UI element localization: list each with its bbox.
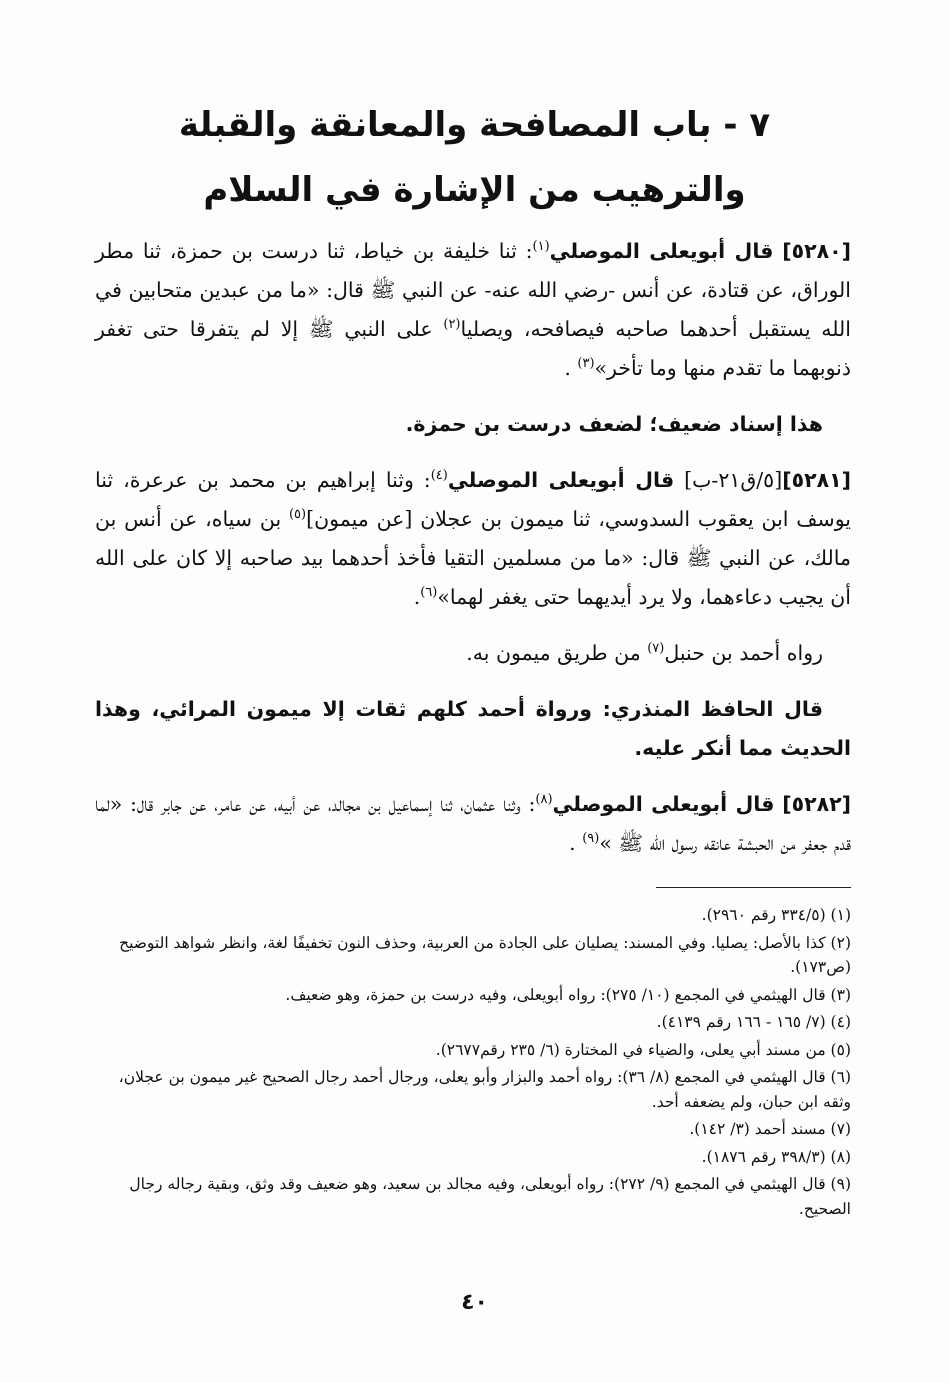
footnote-ref: (٧): [647, 641, 665, 657]
hadith-5281: [95, 461, 851, 617]
comment-text: من طريق ميمون به.: [466, 641, 648, 665]
hadith-narrator: قال أبويعلى الموصلي: [549, 239, 774, 263]
footnote-3: (٣) قال الهيثمي في المجمع (١٠/ ٢٧٥): رواه أبويعلى، وفيه درست بن حمزة، وهو ضعيف.: [285, 985, 851, 1004]
hadith-5280: [95, 232, 851, 388]
page-number: ٤٠: [461, 1290, 488, 1315]
manuscript-ref: [٥/ق٢١-ب]: [684, 468, 783, 492]
hadith-number: [٥٢٨٢]: [782, 792, 851, 816]
hadith-5282: [95, 785, 851, 863]
narration-comment: [95, 634, 851, 673]
hadith-text: على النبي ﷺ إلا لم يتفرقا حتى تغفر ذنوبهما ما تقدم منها وما تأخر»: [95, 317, 851, 380]
footnote-5: (٥) من مسند أبي يعلى، والضياء في المختارة (٦/ ٢٣٥ رقم٢٦٧٧).: [435, 1040, 851, 1059]
hadith-text: : وثنا عثمان، ثنا إسماعيل بن مجالد، عن أبيه، عن عامر، عن جابر قال: «لما قدم جعفر من الحبشة عانقه رسول الله ﷺ »: [95, 792, 851, 855]
mundhiri-comment: قال الحافظ المنذري: ورواة أحمد كلهم ثقات إلا ميمون المرائي، وهذا الحديث مما أنكر عليه.: [95, 697, 851, 760]
hadith-text: : وثنا إبراهيم بن محمد بن عرعرة، ثنا يوسف ابن يعقوب السدوسي، ثنا ميمون بن عجلان [عن ميمون]: [95, 468, 851, 531]
footnote-1: (١) (٣٣٤/٥ رقم ٢٩٦٠).: [701, 906, 851, 924]
footnote-ref: (٢): [443, 317, 461, 333]
footnote-8: (٨) (٣٩٨/٣ رقم ١٨٧٦).: [701, 1147, 851, 1166]
footnote-ref: (٥): [288, 507, 307, 523]
footnote-4: (٤) (٧/ ١٦٥ - ١٦٦ رقم ٤١٣٩).: [656, 1013, 851, 1031]
footnote-2: (٢) كذا بالأصل: يصليا. وفي المسند: يصليان على الجادة من العربية، وحذف النون تخفيفًا لغة، وانظر شواهد التوضيح (ص١٧٣).: [119, 933, 851, 976]
hadith-text: بن سياه، عن أنس بن مالك، عن النبي ﷺ قال: «ما من مسلمين التقيا فأخذ أحدهما بيد صاحبه إلا كان على الله أن يجيب دعاءهما، ولا يرد أيديهما حتى يغفر لهما»: [95, 507, 851, 609]
footnote-ref: (٨): [535, 792, 553, 808]
hadith-text: .: [569, 831, 583, 855]
footnote-ref: (١): [532, 239, 550, 255]
hadith-text: : ثنا خليفة بن خياط، ثنا درست بن حمزة، ثنا مطر الوراق، عن قتادة، عن أنس -رضي الله عنه- عن النبي ﷺ قال: «ما من عبدين متحابين في الله يستقبل أحدهما صاحبه فيصافحه، ويصليا: [95, 239, 851, 341]
comment-text: رواه أحمد بن حنبل: [664, 641, 823, 665]
footnote-ref: (٩): [582, 831, 600, 847]
footnote-separator: [656, 887, 851, 888]
footnote-ref: (٣): [577, 356, 595, 372]
hadith-narrator: قال أبويعلى الموصلي: [552, 792, 775, 816]
footnote-ref: (٦): [420, 585, 438, 601]
hadith-text: .: [413, 585, 421, 609]
hadith-text: .: [564, 356, 578, 380]
main-text: [95, 232, 851, 880]
hadith-number: [٥٢٨١]: [782, 468, 851, 492]
footnote-7: (٧) مسند أحمد (٣/ ١٤٢).: [689, 1120, 851, 1138]
chapter-title-line2: والترهيب من الإشارة في السلام: [203, 170, 746, 210]
isnad-comment: هذا إسناد ضعيف؛ لضعف درست بن حمزة.: [405, 412, 823, 436]
footnote-9: (٩) قال الهيثمي في المجمع (٩/ ٢٧٢): رواه أبويعلى، وفيه مجالد بن سعيد، وهو ضعيف وقد وثق، وبقية رجاله رجال الصحيح.: [129, 1175, 851, 1218]
chapter-title-line1: ٧ - باب المصافحة والمعانقة والقبلة: [178, 105, 771, 145]
footnotes: [95, 903, 851, 1224]
hadith-narrator: قال أبويعلى الموصلي: [447, 468, 675, 492]
footnote-6: (٦) قال الهيثمي في المجمع (٨/ ٣٦): رواه أحمد والبزار وأبو يعلى، ورجال أحمد رجال الصحيح غير ميمون بن عجلان، وثقه ابن حبان، ولم يضعفه أحد.: [118, 1068, 851, 1111]
footnote-ref: (٤): [430, 468, 448, 484]
hadith-number: [٥٢٨٠]: [782, 239, 851, 263]
